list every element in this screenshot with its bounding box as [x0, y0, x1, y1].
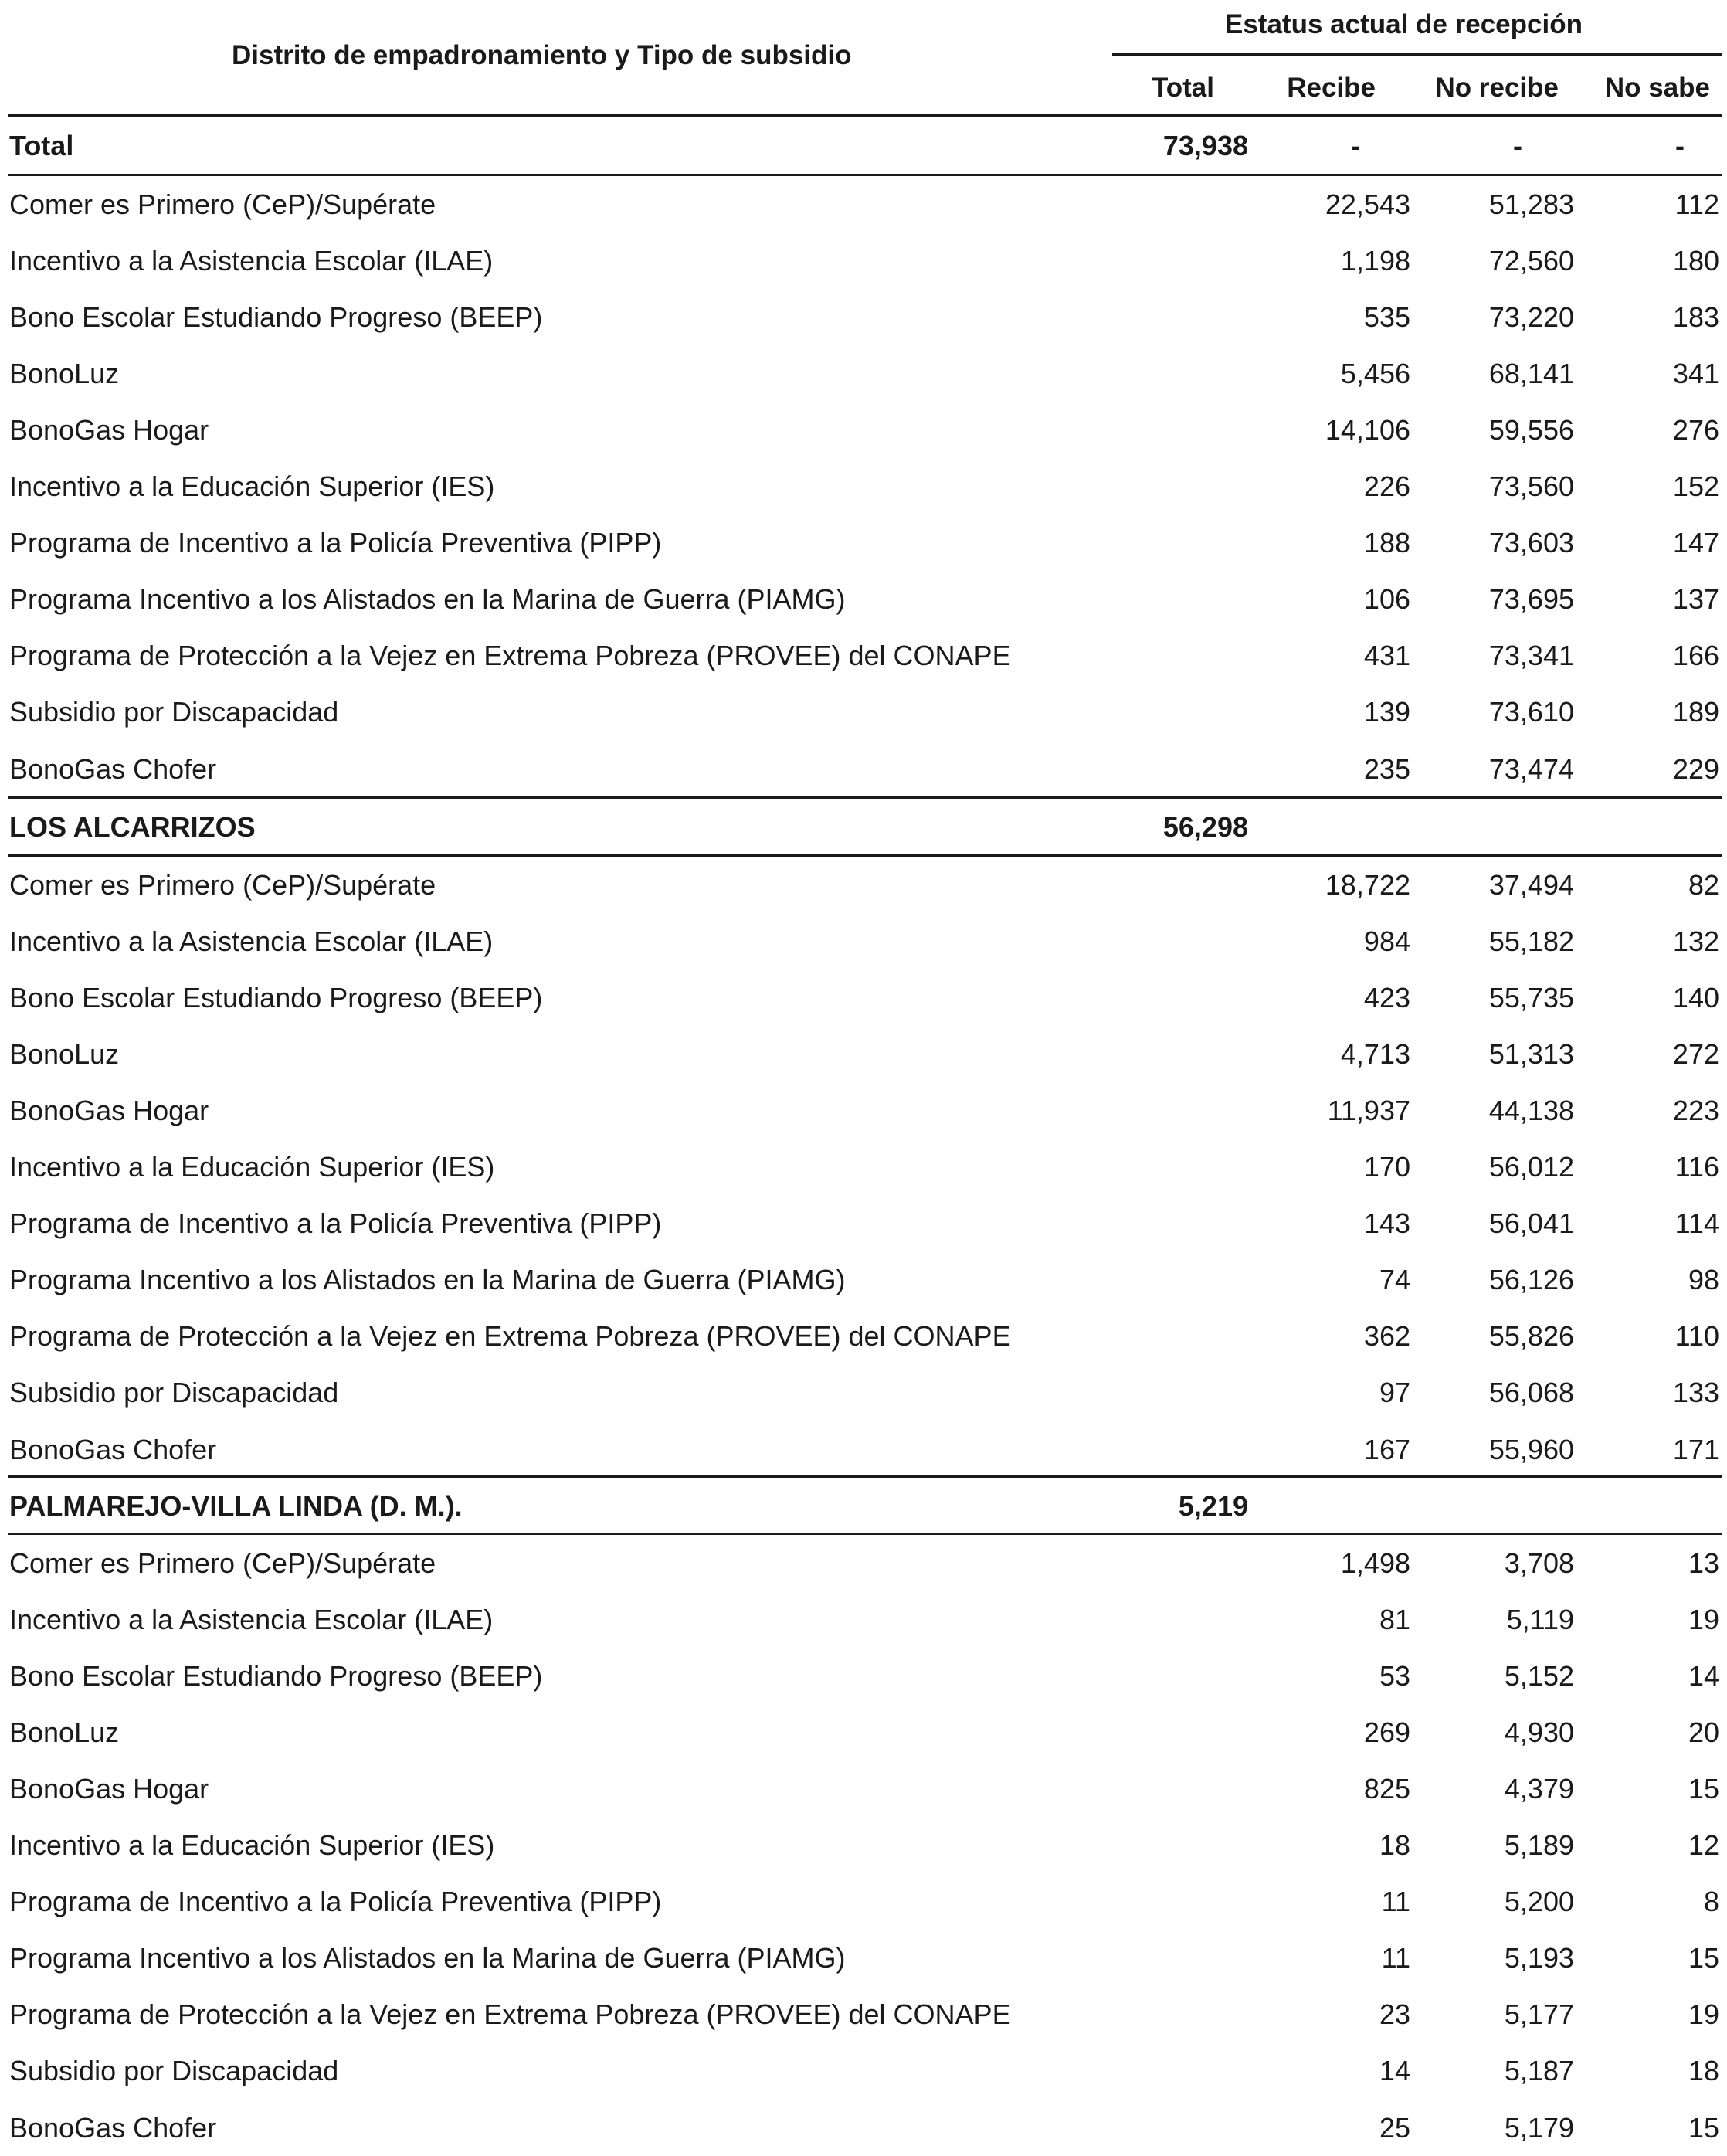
row-label: Programa Incentivo a los Alistados en la Marina de Guerra (PIAMG): [9, 1942, 846, 1974]
row-no-recibe: 68,141: [1488, 357, 1574, 389]
table-row: [0, 1930, 1727, 1987]
row-total: 73,938: [1162, 129, 1248, 161]
col-no-recibe-header: No recibe: [1435, 73, 1559, 103]
table-row: [0, 684, 1727, 741]
row-label: BonoLuz: [9, 357, 120, 389]
table-row: [0, 515, 1727, 572]
row-recibe: 188: [1363, 527, 1410, 559]
row-no-recibe: 55,960: [1488, 1433, 1574, 1465]
table-row: [0, 1082, 1727, 1139]
col-no-sabe-header: No sabe: [1604, 73, 1710, 103]
table-row: [0, 1648, 1727, 1704]
table-row: [0, 1139, 1727, 1196]
row-recibe: 14: [1379, 2055, 1410, 2087]
row-no-recibe: 73,341: [1488, 640, 1574, 672]
group-label: LOS ALCARRIZOS: [9, 810, 256, 843]
row-no-sabe: 14: [1688, 1659, 1719, 1692]
row-no-recibe: 59,556: [1488, 413, 1574, 446]
row-no-sabe: 13: [1688, 1547, 1719, 1579]
row-label: Incentivo a la Educación Superior (IES): [9, 470, 495, 502]
row-recibe: 167: [1363, 1433, 1410, 1465]
row-label: BonoGas Hogar: [9, 1094, 209, 1126]
group-row-los-alcarrizos: [0, 799, 1727, 855]
row-label: Subsidio por Discapacidad: [9, 2055, 339, 2087]
table-row: [0, 2100, 1727, 2156]
row-recibe: 23: [1379, 1998, 1410, 2031]
row-label: Subsidio por Discapacidad: [9, 1377, 339, 1409]
row-label: Programa de Incentivo a la Policía Preventiva (PIPP): [9, 1886, 662, 1918]
row-recibe: 139: [1363, 696, 1410, 728]
table-row: [0, 913, 1727, 969]
table-row: [0, 1535, 1727, 1591]
row-no-sabe: 133: [1672, 1377, 1719, 1409]
row-recibe: 22,543: [1325, 188, 1410, 220]
row-no-recibe: 56,041: [1488, 1207, 1574, 1240]
row-label: BonoLuz: [9, 1716, 120, 1748]
row-no-recibe: 4,379: [1504, 1772, 1574, 1805]
row-no-sabe: 12: [1688, 1829, 1719, 1861]
row-no-sabe: 132: [1672, 925, 1719, 957]
row-no-sabe: 8: [1703, 1886, 1719, 1918]
row-no-recibe: 55,735: [1488, 981, 1574, 1013]
row-recibe: 226: [1363, 470, 1410, 502]
group-total: 5,219: [1178, 1489, 1248, 1522]
row-no-sabe: 341: [1672, 357, 1719, 389]
row-label: Programa de Protección a la Vejez en Extrema Pobreza (PROVEE) del CONAPE: [9, 640, 1011, 672]
row-no-sabe: 110: [1674, 1320, 1719, 1353]
row-no-sabe: -: [1675, 129, 1685, 161]
row-label: Programa de Incentivo a la Policía Preventiva (PIPP): [9, 527, 662, 559]
table-row: [0, 572, 1727, 628]
row-label: Programa Incentivo a los Alistados en la Marina de Guerra (PIAMG): [9, 1264, 846, 1296]
table-row: [0, 402, 1727, 458]
row-no-recibe: 5,119: [1506, 1603, 1574, 1635]
table-row: [0, 176, 1727, 233]
table-row: [0, 1760, 1727, 1817]
row-label: BonoGas Hogar: [9, 413, 209, 446]
row-no-sabe: 15: [1688, 1772, 1719, 1805]
status-header: Estatus actual de recepción: [1225, 9, 1583, 39]
table-row: [0, 741, 1727, 797]
table-row: [0, 345, 1727, 402]
row-recibe: 18: [1379, 1829, 1410, 1861]
group-total: 56,298: [1162, 810, 1248, 843]
row-no-recibe: 73,560: [1488, 470, 1574, 502]
row-label: Incentivo a la Asistencia Escolar (ILAE): [9, 925, 494, 957]
row-no-recibe: 55,182: [1488, 925, 1574, 957]
row-recibe: 984: [1363, 925, 1410, 957]
table-row: [0, 969, 1727, 1026]
table-row: [0, 857, 1727, 913]
row-no-recibe: 51,313: [1488, 1037, 1574, 1070]
row-recibe: 1,198: [1340, 244, 1410, 277]
row-label: Bono Escolar Estudiando Progreso (BEEP): [9, 300, 543, 333]
row-no-sabe: 137: [1672, 583, 1719, 616]
row-no-recibe: 5,152: [1504, 1659, 1574, 1692]
row-recibe: 4,713: [1340, 1037, 1410, 1070]
row-no-recibe: 55,826: [1488, 1320, 1574, 1353]
row-no-sabe: 19: [1688, 1998, 1719, 2031]
row-label: Programa de Protección a la Vejez en Extrema Pobreza (PROVEE) del CONAPE: [9, 1320, 1011, 1353]
row-label: Programa de Incentivo a la Policía Preventiva (PIPP): [9, 1207, 662, 1240]
row-recibe: 362: [1363, 1320, 1410, 1353]
row-no-recibe: 73,610: [1488, 696, 1574, 728]
row-no-recibe: 44,138: [1488, 1094, 1574, 1126]
row-label: Incentivo a la Asistencia Escolar (ILAE): [9, 244, 494, 277]
table-row: [0, 1874, 1727, 1930]
row-no-recibe: 5,179: [1504, 2111, 1574, 2144]
district-header: Distrito de empadronamiento y Tipo de subsidio: [232, 40, 852, 70]
row-recibe: -: [1351, 129, 1360, 161]
row-no-sabe: 166: [1672, 640, 1719, 672]
table-row: [0, 1309, 1727, 1365]
group-label: PALMAREJO-VILLA LINDA (D. M.).: [9, 1489, 463, 1522]
row-recibe: 431: [1363, 640, 1410, 672]
row-no-sabe: 112: [1674, 188, 1719, 220]
row-no-sabe: 223: [1672, 1094, 1719, 1126]
row-label: Total: [9, 129, 74, 161]
table-row: [0, 459, 1727, 515]
row-recibe: 53: [1379, 1659, 1410, 1692]
table-row: [0, 1026, 1727, 1082]
row-no-sabe: 229: [1672, 752, 1719, 785]
row-no-recibe: 73,695: [1488, 583, 1574, 616]
row-no-sabe: 272: [1672, 1037, 1719, 1070]
row-no-recibe: 72,560: [1488, 244, 1574, 277]
row-no-recibe: 5,200: [1504, 1886, 1574, 1918]
row-recibe: 11: [1381, 1886, 1410, 1918]
row-no-sabe: 147: [1672, 527, 1719, 559]
row-no-recibe: 56,068: [1488, 1377, 1574, 1409]
row-no-sabe: 82: [1688, 868, 1719, 901]
row-no-recibe: 3,708: [1504, 1547, 1574, 1579]
row-label: BonoGas Hogar: [9, 1772, 209, 1805]
col-total-header: Total: [1151, 73, 1214, 103]
table-row: [0, 1252, 1727, 1309]
row-no-recibe: 4,930: [1504, 1716, 1574, 1748]
row-no-sabe: 15: [1688, 1942, 1719, 1974]
table-row: [0, 1818, 1727, 1874]
row-recibe: 423: [1363, 981, 1410, 1013]
row-label: Incentivo a la Educación Superior (IES): [9, 1829, 495, 1861]
row-recibe: 18,722: [1325, 868, 1410, 901]
row-recibe: 1,498: [1340, 1547, 1410, 1579]
row-no-sabe: 171: [1672, 1433, 1719, 1465]
col-recibe-header: Recibe: [1287, 73, 1376, 103]
row-no-recibe: 5,193: [1504, 1942, 1574, 1974]
row-no-sabe: 276: [1672, 413, 1719, 446]
row-recibe: 235: [1363, 752, 1410, 785]
row-no-sabe: 183: [1672, 300, 1719, 333]
row-no-sabe: 140: [1672, 981, 1719, 1013]
row-no-sabe: 116: [1674, 1151, 1719, 1183]
table-row: [0, 2043, 1727, 2100]
row-recibe: 170: [1363, 1151, 1410, 1183]
row-label: BonoGas Chofer: [9, 2111, 217, 2144]
table-row: [0, 1421, 1727, 1478]
row-recibe: 825: [1363, 1772, 1410, 1805]
row-label: Subsidio por Discapacidad: [9, 696, 339, 728]
row-no-sabe: 180: [1672, 244, 1719, 277]
row-recibe: 535: [1363, 300, 1410, 333]
row-recibe: 269: [1363, 1716, 1410, 1748]
row-no-sabe: 15: [1688, 2111, 1719, 2144]
row-label: BonoLuz: [9, 1037, 120, 1070]
row-label: BonoGas Chofer: [9, 1433, 217, 1465]
row-no-sabe: 20: [1688, 1716, 1719, 1748]
row-recibe: 11: [1381, 1942, 1410, 1974]
table-row: [0, 1196, 1727, 1252]
row-label: Programa de Protección a la Vejez en Extrema Pobreza (PROVEE) del CONAPE: [9, 1998, 1011, 2031]
row-recibe: 25: [1379, 2111, 1410, 2144]
row-label: Incentivo a la Asistencia Escolar (ILAE): [9, 1603, 494, 1635]
row-label: Comer es Primero (CeP)/Supérate: [9, 1547, 436, 1579]
table-row: [0, 628, 1727, 684]
row-label: Incentivo a la Educación Superior (IES): [9, 1151, 495, 1183]
row-label: Programa Incentivo a los Alistados en la Marina de Guerra (PIAMG): [9, 583, 846, 616]
row-recibe: 97: [1379, 1377, 1410, 1409]
row-label: BonoGas Chofer: [9, 752, 217, 785]
row-no-recibe: -: [1513, 129, 1522, 161]
row-recibe: 74: [1379, 1264, 1410, 1296]
row-no-sabe: 152: [1672, 470, 1719, 502]
total-row: [0, 117, 1727, 174]
row-recibe: 11,937: [1327, 1094, 1410, 1126]
table-row: [0, 1365, 1727, 1421]
row-no-recibe: 73,220: [1488, 300, 1574, 333]
row-no-recibe: 73,474: [1488, 752, 1574, 785]
table-row: [0, 1591, 1727, 1648]
row-no-recibe: 56,126: [1488, 1264, 1574, 1296]
row-label: Comer es Primero (CeP)/Supérate: [9, 188, 436, 220]
group-row-palmarejo-villa-linda: [0, 1478, 1727, 1534]
table-row: [0, 233, 1727, 289]
table-row: [0, 1704, 1727, 1760]
table-row: [0, 289, 1727, 345]
row-label: Comer es Primero (CeP)/Supérate: [9, 868, 436, 901]
row-recibe: 143: [1363, 1207, 1410, 1240]
row-no-recibe: 51,283: [1488, 188, 1574, 220]
row-label: Bono Escolar Estudiando Progreso (BEEP): [9, 981, 543, 1013]
row-no-sabe: 18: [1688, 2055, 1719, 2087]
row-no-recibe: 37,494: [1488, 868, 1574, 901]
row-recibe: 14,106: [1325, 413, 1410, 446]
row-no-recibe: 5,189: [1504, 1829, 1574, 1861]
row-recibe: 5,456: [1340, 357, 1410, 389]
row-recibe: 106: [1363, 583, 1410, 616]
row-recibe: 81: [1379, 1603, 1410, 1635]
row-no-sabe: 114: [1674, 1207, 1719, 1240]
row-no-recibe: 5,177: [1504, 1998, 1574, 2031]
row-no-recibe: 56,012: [1488, 1151, 1574, 1183]
row-no-recibe: 73,603: [1488, 527, 1574, 559]
row-no-sabe: 98: [1688, 1264, 1719, 1296]
row-no-sabe: 19: [1688, 1603, 1719, 1635]
table-row: [0, 1987, 1727, 2043]
status-header-rule: [1112, 53, 1722, 56]
row-no-recibe: 5,187: [1504, 2055, 1574, 2087]
row-label: Bono Escolar Estudiando Progreso (BEEP): [9, 1659, 543, 1692]
row-no-sabe: 189: [1672, 696, 1719, 728]
